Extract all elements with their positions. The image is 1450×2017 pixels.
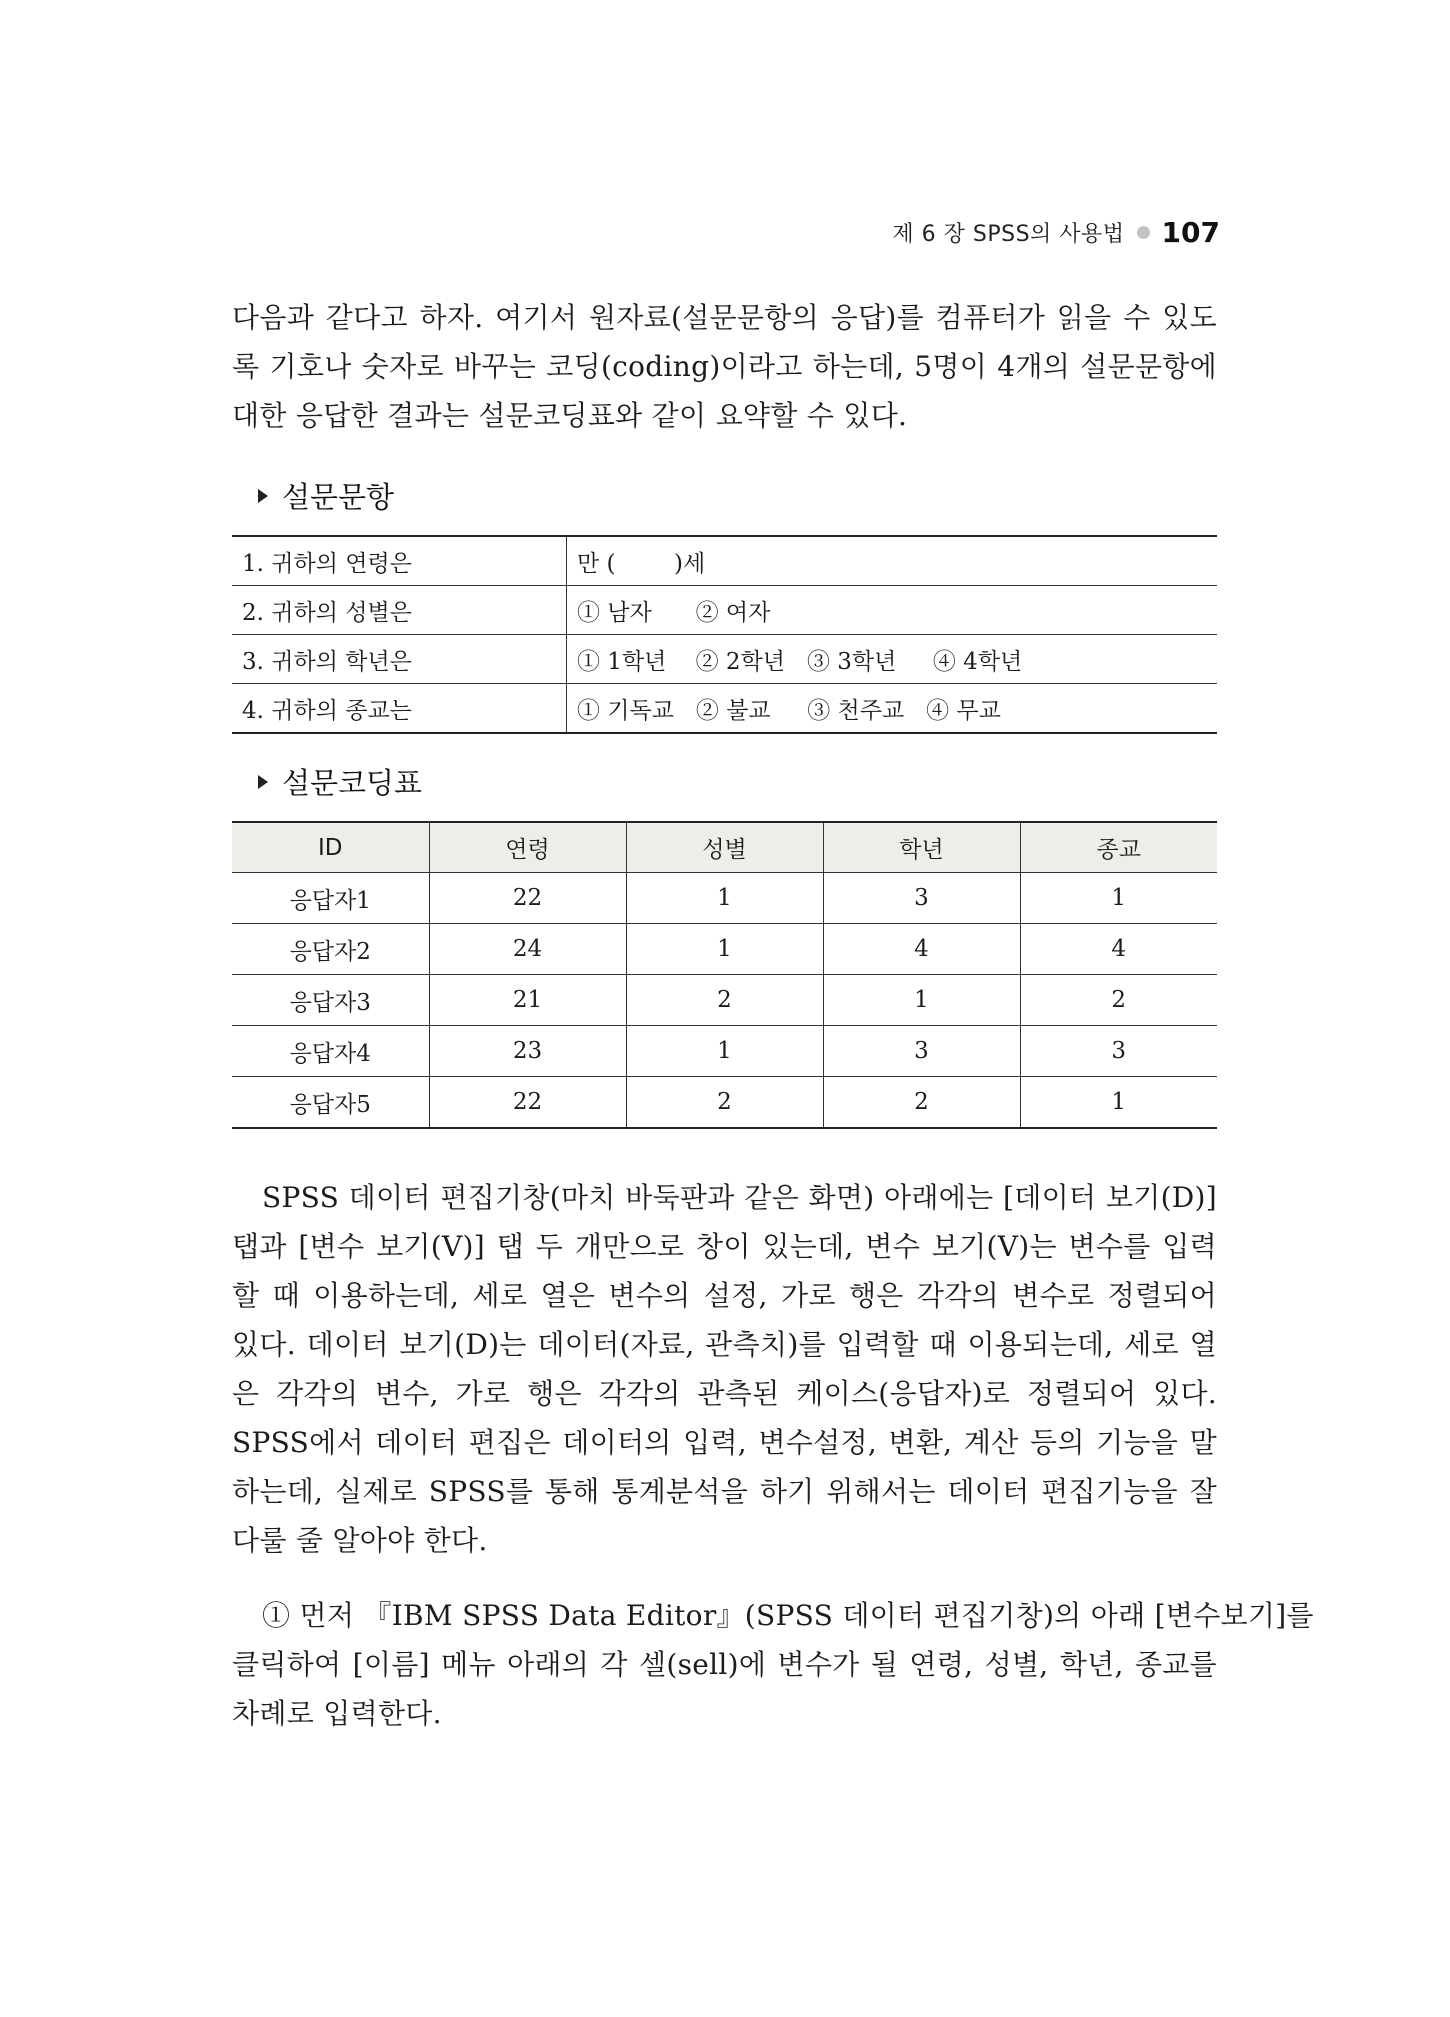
table-cell: 3 — [1020, 1026, 1217, 1077]
section-title-text: 설문코딩표 — [282, 766, 423, 800]
step-paragraph — [232, 1591, 1314, 1738]
answer-cell: 만 ( )세 — [567, 536, 1218, 586]
question-cell: 3. 귀하의 학년은 — [232, 635, 567, 684]
text-line: 은 각각의 변수, 가로 행은 각각의 관측된 케이스(응답자)로 정렬되어 있다. — [232, 1377, 1217, 1410]
table-cell: 응답자1 — [232, 873, 429, 924]
table-cell: 1 — [626, 924, 823, 975]
table-cell: 22 — [429, 1077, 626, 1129]
text-line: SPSS 데이터 편집기창(마치 바둑판과 같은 화면) 아래에는 [데이터 보기(D)] — [262, 1181, 1217, 1214]
text-line: 있다. 데이터 보기(D)는 데이터(자료, 관측치)를 입력할 때 이용되는데, 세로 열 — [232, 1328, 1217, 1361]
table-cell: 22 — [429, 873, 626, 924]
text-line: 할 때 이용하는데, 세로 열은 변수의 설정, 가로 행은 각각의 변수로 정렬되어 — [232, 1279, 1217, 1312]
column-header: 연령 — [429, 822, 626, 873]
text-line: 차례로 입력한다. — [232, 1697, 442, 1730]
question-cell: 4. 귀하의 종교는 — [232, 684, 567, 734]
text-line: 대한 응답한 결과는 설문코딩표와 같이 요약할 수 있다. — [232, 399, 908, 432]
running-header — [892, 212, 1220, 252]
column-header: 성별 — [626, 822, 823, 873]
table-cell: 1 — [823, 975, 1020, 1026]
answer-cell: ① 남자 ② 여자 — [567, 586, 1218, 635]
table-header-row — [232, 822, 1217, 873]
table-cell: 응답자4 — [232, 1026, 429, 1077]
chapter-title: 제 6 장 SPSS의 사용법 — [892, 221, 1125, 247]
table-cell: 2 — [823, 1077, 1020, 1129]
table-cell: 21 — [429, 975, 626, 1026]
table-cell: 2 — [626, 975, 823, 1026]
table-cell: 3 — [823, 873, 1020, 924]
section-title-text: 설문문항 — [282, 480, 395, 514]
table-cell: 3 — [823, 1026, 1020, 1077]
column-header: ID — [232, 822, 429, 873]
text-line: 클릭하여 [이름] 메뉴 아래의 각 셀(sell)에 변수가 될 연령, 성별, 학년, 종교를 — [232, 1648, 1217, 1681]
table-cell: 1 — [1020, 873, 1217, 924]
table-cell: 4 — [823, 924, 1020, 975]
text-line: 다룰 줄 알아야 한다. — [232, 1524, 488, 1557]
body-paragraph — [232, 1173, 1217, 1565]
survey-section-title — [258, 475, 394, 516]
text-line: 하는데, 실제로 SPSS를 통해 통계분석을 하기 위해서는 데이터 편집기능을 잘 — [232, 1475, 1217, 1508]
answer-cell: ① 기독교 ② 불교 ③ 천주교 ④ 무교 — [577, 697, 1001, 724]
table-cell: 응답자3 — [232, 975, 429, 1026]
text-line: ① 먼저 『IBM SPSS Data Editor』(SPSS 데이터 편집기창)의 아래 [변수보기]를 — [262, 1599, 1314, 1632]
triangle-bullet-icon — [258, 489, 268, 503]
page-number: 107 — [1161, 215, 1220, 249]
table-row — [232, 924, 1217, 975]
table-row — [232, 536, 1217, 586]
text-line: SPSS에서 데이터 편집은 데이터의 입력, 변수설정, 변환, 계산 등의 기능을 말 — [232, 1426, 1217, 1459]
table-row — [232, 635, 1217, 684]
answer-cell: ① 1학년 ② 2학년 ③ 3학년 ④ 4학년 — [567, 635, 1218, 684]
table-cell: 응답자2 — [232, 924, 429, 975]
table-cell: 1 — [1111, 1089, 1127, 1115]
separator-dot — [1137, 226, 1150, 239]
coding-section-title — [258, 761, 422, 802]
table-row — [232, 684, 1217, 734]
survey-table — [232, 535, 1217, 734]
question-cell: 1. 귀하의 연령은 — [232, 536, 567, 586]
table-cell: 응답자5 — [232, 1077, 429, 1129]
text-line: 다음과 같다고 하자. 여기서 원자료(설문문항의 응답)를 컴퓨터가 읽을 수 있도 — [232, 301, 1217, 334]
table-cell: 1 — [626, 1026, 823, 1077]
table-cell: 23 — [429, 1026, 626, 1077]
table-cell: 24 — [429, 924, 626, 975]
table-row — [232, 975, 1217, 1026]
text-line: 록 기호나 숫자로 바꾸는 코딩(coding)이라고 하는데, 5명이 4개의 설문문항에 — [232, 350, 1217, 383]
table-row — [232, 1077, 1217, 1129]
intro-paragraph — [232, 293, 1217, 440]
table-cell: 2 — [626, 1077, 823, 1129]
question-cell: 2. 귀하의 성별은 — [232, 586, 567, 635]
column-header: 종교 — [1020, 822, 1217, 873]
column-header: 학년 — [823, 822, 1020, 873]
triangle-bullet-icon — [258, 775, 268, 789]
text-line: 탭과 [변수 보기(V)] 탭 두 개만으로 창이 있는데, 변수 보기(V)는 변수를 입력 — [232, 1230, 1217, 1263]
coding-table — [232, 821, 1217, 1129]
table-cell: 1 — [626, 873, 823, 924]
table-row — [232, 586, 1217, 635]
table-row — [232, 1026, 1217, 1077]
table-cell: 2 — [1020, 975, 1217, 1026]
table-row — [232, 873, 1217, 924]
table-cell: 4 — [1020, 924, 1217, 975]
